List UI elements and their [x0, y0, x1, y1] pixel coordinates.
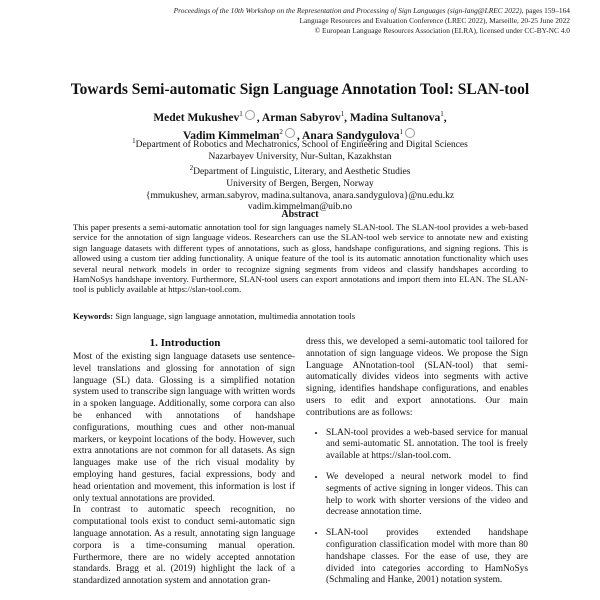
list-item: • SLAN-tool provides a web-based service for manual and semi-automatic SL annotation. The tool is freely available at https://slan-tool.com.: [326, 428, 528, 463]
affiliation-2-location: University of Bergen, Bergen, Norway: [226, 179, 374, 190]
email-single[interactable]: vadim.kimmelman@uib.no: [247, 202, 353, 213]
affiliation-1-location: Nazarbayev University, Nur-Sultan, Kazakhstan: [208, 151, 392, 162]
author-name: Medet Mukushev: [153, 111, 240, 124]
intro-paragraph: dress this, we developed a semi-automatic tool tailored for annotation of sign language videos. We propose the Sign Language ANnotation-tool (SLAN-tool) that semi-automatically divides videos into segments with active signing, identifies handshape configurations, and enables users to edit and export annotations. Our main contributions are as follows:: [306, 337, 528, 418]
keywords: [73, 311, 528, 321]
author-name: Anara Sandygulova: [302, 129, 400, 142]
keywords-label: Keywords:: [73, 311, 114, 321]
intro-paragraph: In contrast to automatic speech recognition, no computational tools exist to conduct semi-automatic sign language annotation. As a result, annotating sign language corpora is a time-consuming manual operation. Furthermore, there are no widely accepted annotation standards. Bragg et al. (2019) highlight the lack of a standardized annotation system and annotation gran-: [73, 505, 295, 587]
section-heading: 1. Introduction: [149, 337, 221, 349]
right-column: [306, 337, 528, 596]
left-column: [73, 352, 295, 588]
header-license: © European Language Resources Association (ELRA), licensed under CC-BY-NC 4.0: [314, 26, 570, 35]
contributions-list: [306, 428, 528, 588]
header-conference: Language Resources and Evaluation Conference (LREC 2022), Marseille, 20-25 June 2022: [299, 16, 570, 25]
intro-paragraph: Most of the existing sign language datasets use sentence-level translations and glossing for annotation of sign language (SL) data. Glossing is a simplified notation system used to transcribe sign language with written words in a spoken language. Additionally, some corpora can also be enhanced with annotations of handshape configurations, mouthing cues and other non-manual markers, or keypoint locations of the body. However, such extra annotations are not common for all datasets. As sign languages make use of the rich visual modality by employing hand gestures, facial expressions, body and head orientation and movement, this information is lost if only textual annotations are provided.: [73, 352, 295, 504]
header-pages: pages 159–164: [525, 6, 570, 15]
author-list: Medet Mukushev$^1$ , Arman Sabyrov$^1$, Madina Sultanova$^1$, Vadim Kimmelman$^2$ , Anara Sandygulova$^1$: [153, 110, 447, 142]
keywords-text: Sign language, sign language annotation, multimedia annotation tools: [115, 311, 356, 321]
author-name: Vadim Kimmelman: [183, 129, 280, 142]
proceedings-header: [174, 6, 570, 36]
paper-title: Towards Semi-automatic Sign Language Annotation Tool: SLAN-tool: [70, 81, 530, 98]
list-item: • SLAN-tool provides extended handshape configuration classification model with more than 80 handshape classes. For the ease of use, they are divided into categories according to HamNoSys (Schmaling and Hanke, 2001) notation system.: [326, 528, 528, 587]
affiliations: $^1$Department of Robotics and Mechatronics, School of Engineering and Digital Sciences Nazarbayev University, Nur-Sultan, Kazakhstan $^2$Department of Linguistic, Literary, and Aesthetic Studies University of Bergen, Bergen, Norway {mmukushev, arman.sabyrov, madina.sultanova, anara.sandygulova}@nu.edu.kz vadim.kimmelman@uib.no: [0, 136, 600, 214]
header-venue: Proceedings of the 10th Workshop on the Representation and Processing of Sign Languages (sign-lang@LREC 2022),: [173, 6, 524, 15]
orcid-icon[interactable]: [245, 110, 255, 120]
author-name: Madina Sultanova: [349, 111, 441, 124]
author-name: Arman Sabyrov: [261, 111, 341, 124]
abstract-text: This paper presents a semi-automatic annotation tool for sign languages namely SLAN-tool. The SLAN-tool provides a web-based service for the annotation of sign language videos. Researchers can use the SLAN-tool web service to annotate new and existing sign language datasets with different types of annotations, such as gloss, handshape configurations, and signing regions. This is allowed using a custom tier adding functionality. A unique feature of the tool is its automatic annotation functionality which uses several neural network models in order to recognize signing segments from videos and classify handshapes according to HamNoSys handshape inventory. Furthermore, SLAN-tool users can export annotations and import them into ELAN. The SLAN-tool is publicly available at https://slan-tool.com.: [73, 222, 528, 295]
affiliation-2: Department of Linguistic, Literary, and Aesthetic Studies: [193, 167, 411, 178]
affiliation-1: Department of Robotics and Mechatronics, School of Engineering and Digital Sciences: [135, 140, 468, 151]
abstract-heading: Abstract: [281, 209, 319, 220]
list-item: • We developed a neural network model to find segments of active signing in longer videos. This can help to work with shorter versions of the video and decrease annotation time.: [326, 472, 528, 519]
email-list[interactable]: {mmukushev, arman.sabyrov, madina.sultanova, anara.sandygulova}@nu.edu.kz: [145, 190, 455, 201]
